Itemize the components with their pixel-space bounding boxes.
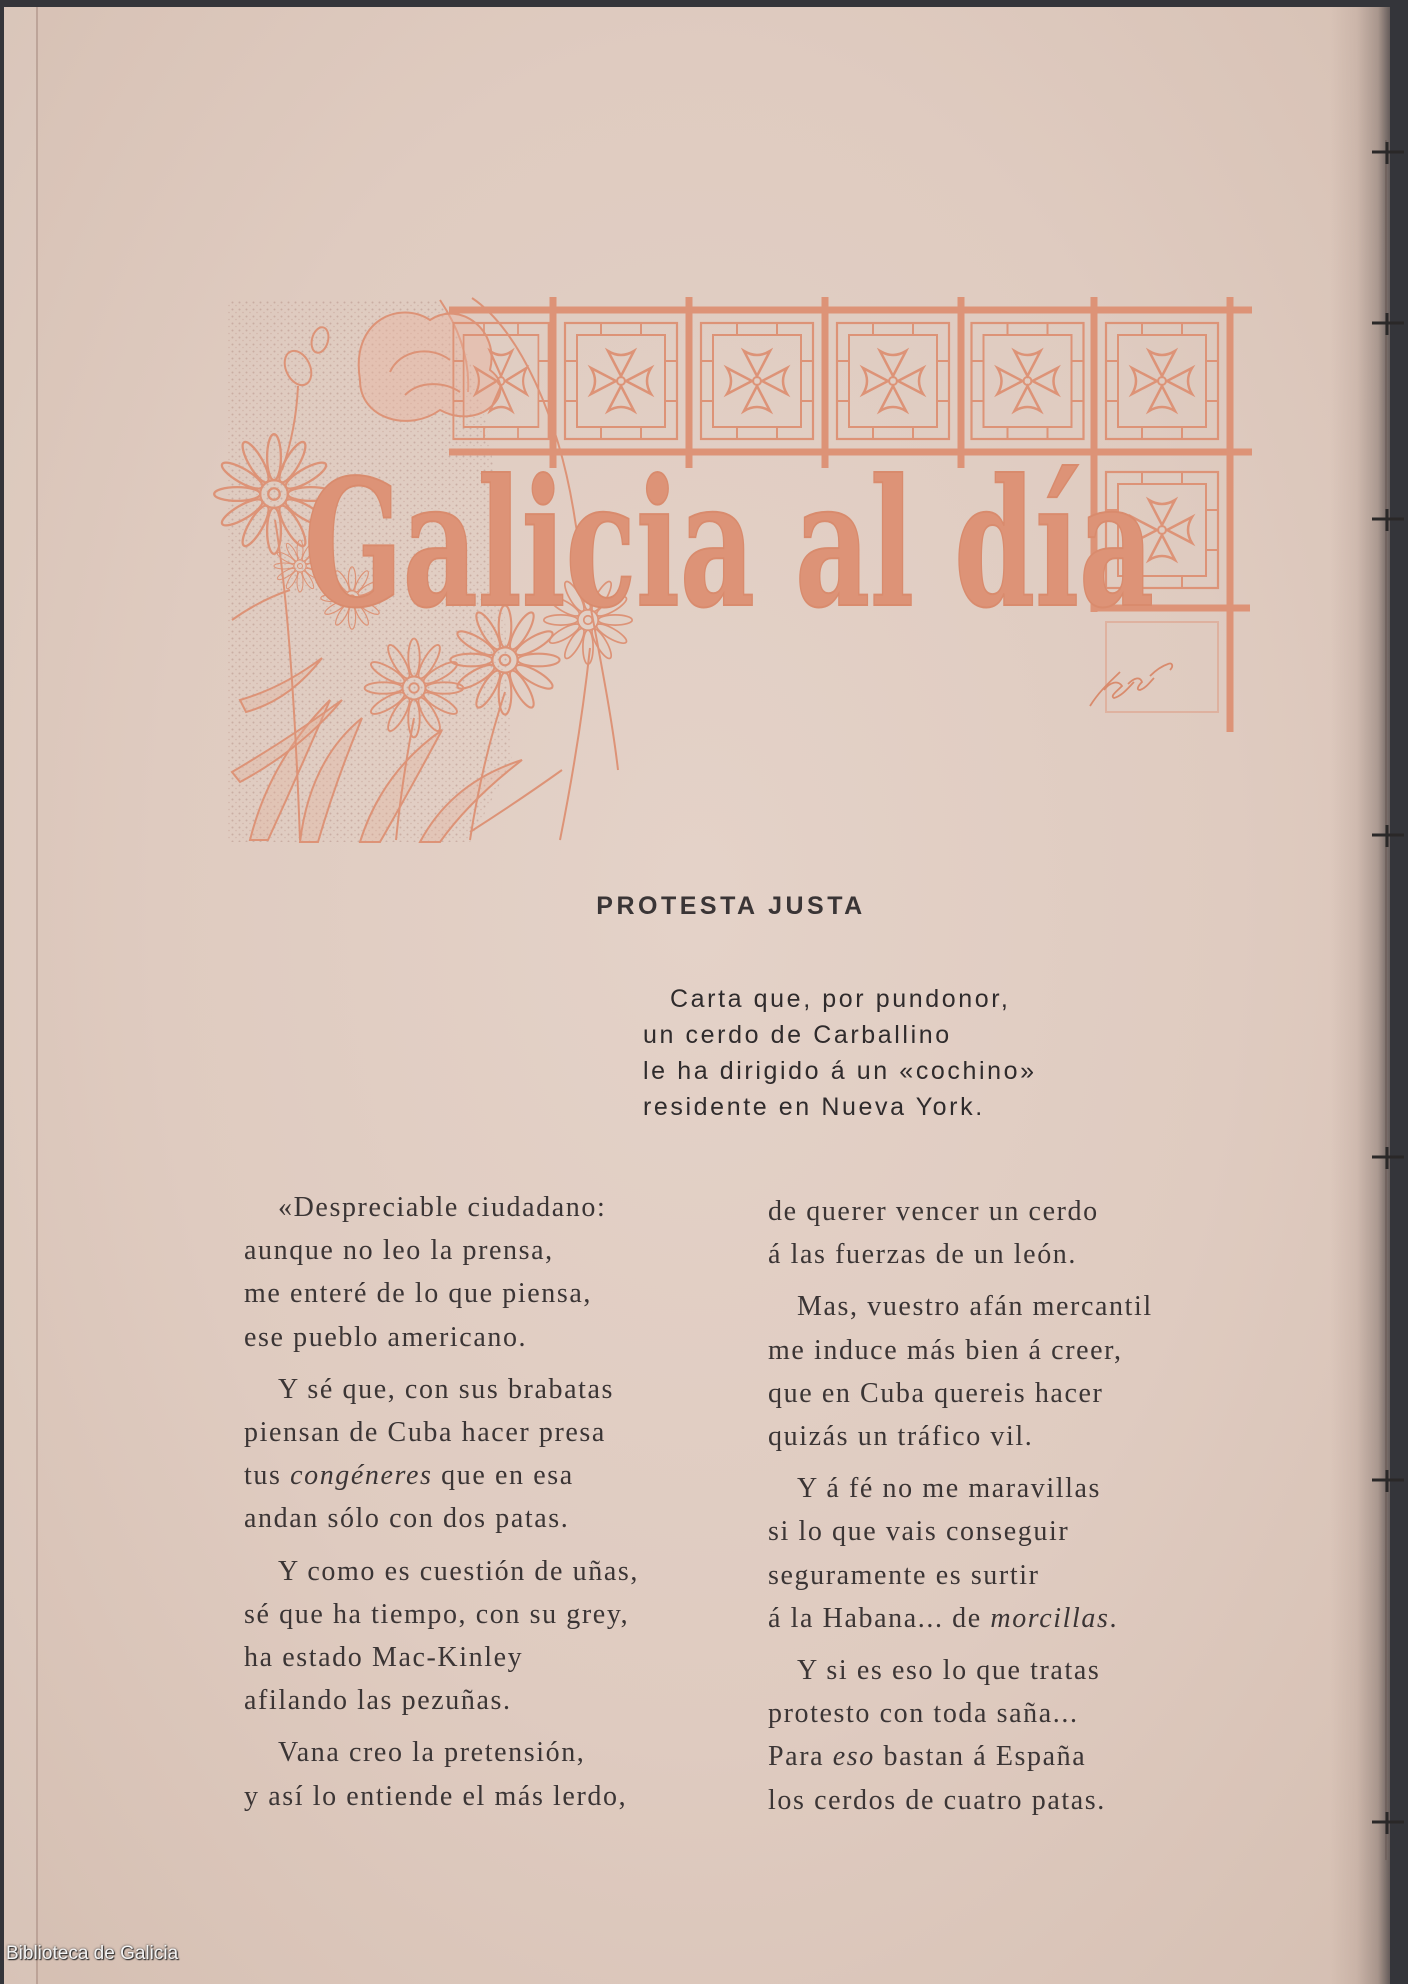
article-title: PROTESTA JUSTA	[596, 892, 866, 920]
verse-text: bastan á España	[874, 1741, 1087, 1773]
verse-line: seguramente es surtir	[768, 1559, 1040, 1591]
verse-text: que en esa	[432, 1460, 574, 1492]
stanza	[768, 1649, 1238, 1822]
epigraph-line: un cerdo de Carballino	[643, 1021, 952, 1049]
verse-line: me induce más bien á creer,	[768, 1334, 1123, 1366]
verse-line: ese pueblo americano.	[244, 1321, 528, 1353]
masthead	[0, 0, 1408, 900]
verse-line: Y sé que, con sus brabatas	[278, 1373, 615, 1405]
verse-line: ha estado Mac-Kinley	[244, 1642, 524, 1674]
verse-line: los cerdos de cuatro patas.	[768, 1784, 1106, 1816]
stanza	[768, 1285, 1238, 1458]
verse-text: á la Habana... de	[768, 1602, 991, 1634]
verse-line: quizás un tráfico vil.	[768, 1421, 1034, 1453]
verse-line: Y como es cuestión de uñas,	[278, 1555, 639, 1587]
verse-line: sé que ha tiempo, con su grey,	[244, 1598, 630, 1630]
epigraph	[643, 981, 1037, 1125]
masthead-title: Galicia al día	[304, 442, 1154, 647]
verse-text: .	[1109, 1602, 1119, 1634]
verse-line: y así lo entiende el más lerdo,	[244, 1780, 628, 1812]
verse-line: de querer vencer un cerdo	[768, 1196, 1099, 1227]
verse-text: Para	[768, 1741, 833, 1773]
poem-right-column	[768, 1190, 1238, 1822]
verse-line: andan sólo con dos patas.	[244, 1503, 570, 1535]
epigraph-line: Carta que, por pundonor,	[670, 985, 1011, 1013]
stanza	[244, 1550, 714, 1723]
verse-line: que en Cuba quereis hacer	[768, 1377, 1104, 1409]
stanza	[768, 1467, 1238, 1640]
verse-line: me enteré de lo que piensa,	[244, 1278, 592, 1310]
verse-line: Vana creo la pretensión,	[278, 1737, 586, 1769]
italic-word: congéneres	[290, 1460, 433, 1492]
verse-line: aunque no leo la prensa,	[244, 1235, 554, 1267]
poem-left-column	[244, 1186, 714, 1818]
library-watermark: Biblioteca de Galicia	[6, 1943, 179, 1964]
stanza	[768, 1190, 1238, 1276]
verse-line	[768, 1597, 1238, 1640]
verse-line: Y á fé no me maravillas	[797, 1473, 1101, 1505]
epigraph-line: residente en Nueva York.	[643, 1093, 985, 1121]
verse-line: Y si es eso lo que tratas	[797, 1655, 1101, 1687]
verse-line	[768, 1735, 1238, 1778]
artist-signature	[1090, 663, 1172, 706]
verse-line: afilando las pezuñas.	[244, 1685, 512, 1717]
italic-word: morcillas	[990, 1602, 1110, 1634]
verse-line: á las fuerzas de un león.	[768, 1239, 1077, 1271]
epigraph-line: le ha dirigido á un «cochino»	[643, 1057, 1037, 1085]
verse-line: si lo que vais conseguir	[768, 1516, 1070, 1548]
stanza	[244, 1368, 714, 1541]
verse-text: tus	[244, 1460, 291, 1492]
stanza	[244, 1186, 714, 1359]
binding-stitches	[1340, 0, 1408, 1984]
italic-word: eso	[832, 1741, 875, 1773]
verse-line: piensan de Cuba hacer presa	[244, 1417, 606, 1449]
verse-line: Mas, vuestro afán mercantil	[797, 1291, 1153, 1323]
stanza	[244, 1731, 714, 1817]
verse-line	[244, 1454, 714, 1497]
verse-line: «Despreciable ciudadano:	[278, 1192, 607, 1223]
verse-line: protesto con toda saña...	[768, 1698, 1079, 1730]
